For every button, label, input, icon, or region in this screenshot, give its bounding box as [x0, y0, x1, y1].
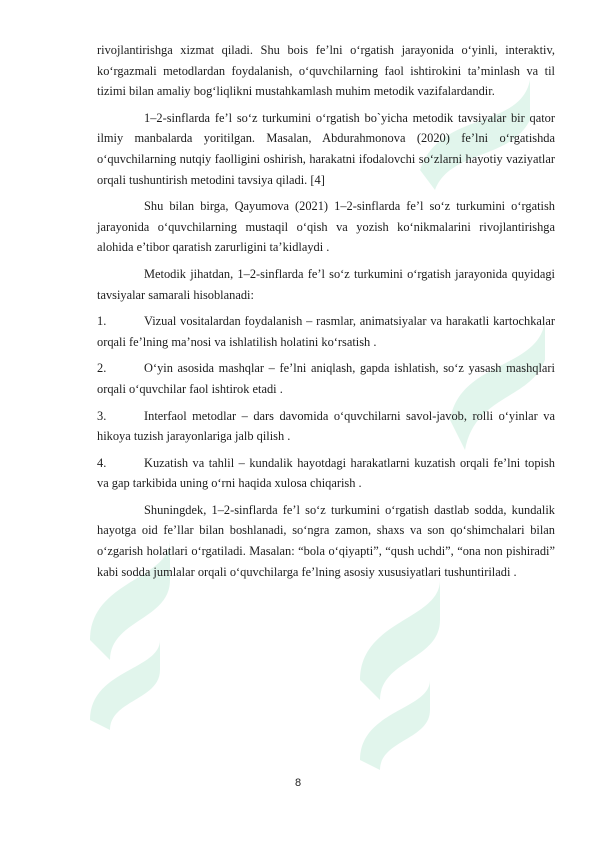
paragraph: Metodik jihatdan, 1–2-sinflarda fe’l so‘z turkumini o‘rgatish jarayonida quyidagi tavsiyalar samarali hisoblanadi: — [97, 266, 555, 302]
paragraph: 1–2-sinflarda fe’l so‘z turkumini o‘rgatish bo`yicha metodik tavsiyalar bir qator ilmiy manbalarda yoritilgan. Masalan, Abdurahmonova (2020) fe’lni o‘rgatishda o‘quvchilarning nutqiy faolligini oshirish, harakatni ifodalovchi so‘zlarni hayotiy vaziyatlar orqali tushuntirish metodini tavsiya qiladi. [4] — [97, 110, 555, 187]
document-body — [97, 40, 555, 582]
list-item — [97, 311, 555, 352]
list-number: 2. — [97, 361, 107, 376]
list-text: Interfaol metodlar – dars davomida o‘quvchilarni savol-javob, rolli o‘yinlar va hikoya tuzish jarayonlariga jalb qilish . — [97, 408, 555, 444]
list-number: 3. — [97, 408, 107, 423]
list-number: 1. — [97, 314, 107, 329]
page-number: 8 — [294, 777, 302, 789]
watermark-logo-icon — [340, 560, 460, 780]
list-text: O‘yin asosida mashqlar – fe’lni aniqlash, gapda ishlatish, so‘z yasash mashqlari orqali o‘quvchilar faol ishtirok etadi . — [97, 361, 555, 396]
list-item — [97, 453, 555, 494]
list-item — [97, 358, 555, 399]
list-text: Vizual vositalardan foydalanish – rasmlar, animatsiyalar va harakatli kartochkalar orqali fe’lning ma’nosi va ishlatilish holatini ko‘rsatish . — [97, 314, 555, 349]
paragraph: Shu bilan birga, Qayumova (2021) 1–2-sinflarda fe’l so‘z turkumini o‘rgatish jarayonida o‘quvchilarning mustaqil o‘qish va yozish ko‘nikmalarini rivojlantirishga alohida e’tibor qaratish zarurligini ta’kidlaydi . — [97, 199, 555, 255]
paragraph: Shuningdek, 1–2-sinflarda fe’l so‘z turkumini o‘rgatish dastlab sodda, kundalik hayotga oid fe’llar bilan boshlanadi, so‘ngra zamon, shaxs va son qo‘shimchalari bilan o‘zgarish holatlari o‘rgatiladi. Masalan: “bola o‘qiyapti”, “qush uchdi”, “ona non pishiradi” kabi sodda jumlalar orqali o‘quvchilarga fe’lning asosiy xususiyatlari tushuntiriladi . — [97, 502, 555, 579]
list-text: Kuzatish va tahlil – kundalik hayotdagi harakatlarni kuzatish orqali fe’lni topish va gap tarkibida uning o‘rni haqida xulosa chiqarish . — [97, 455, 555, 491]
paragraph: rivojlantirishga xizmat qiladi. Shu bois fe’lni o‘rgatish jarayonida o‘yinli, interaktiv, ko‘rgazmali metodlardan foydalanish, o‘quvchilarning faol ishtirokini ta’minlash va til tizimi bilan amaliy bog‘liqlikni mustahkamlash muhim metodik vazifalardandir. — [97, 43, 555, 99]
list-number: 4. — [97, 455, 107, 470]
list-item — [97, 406, 555, 447]
